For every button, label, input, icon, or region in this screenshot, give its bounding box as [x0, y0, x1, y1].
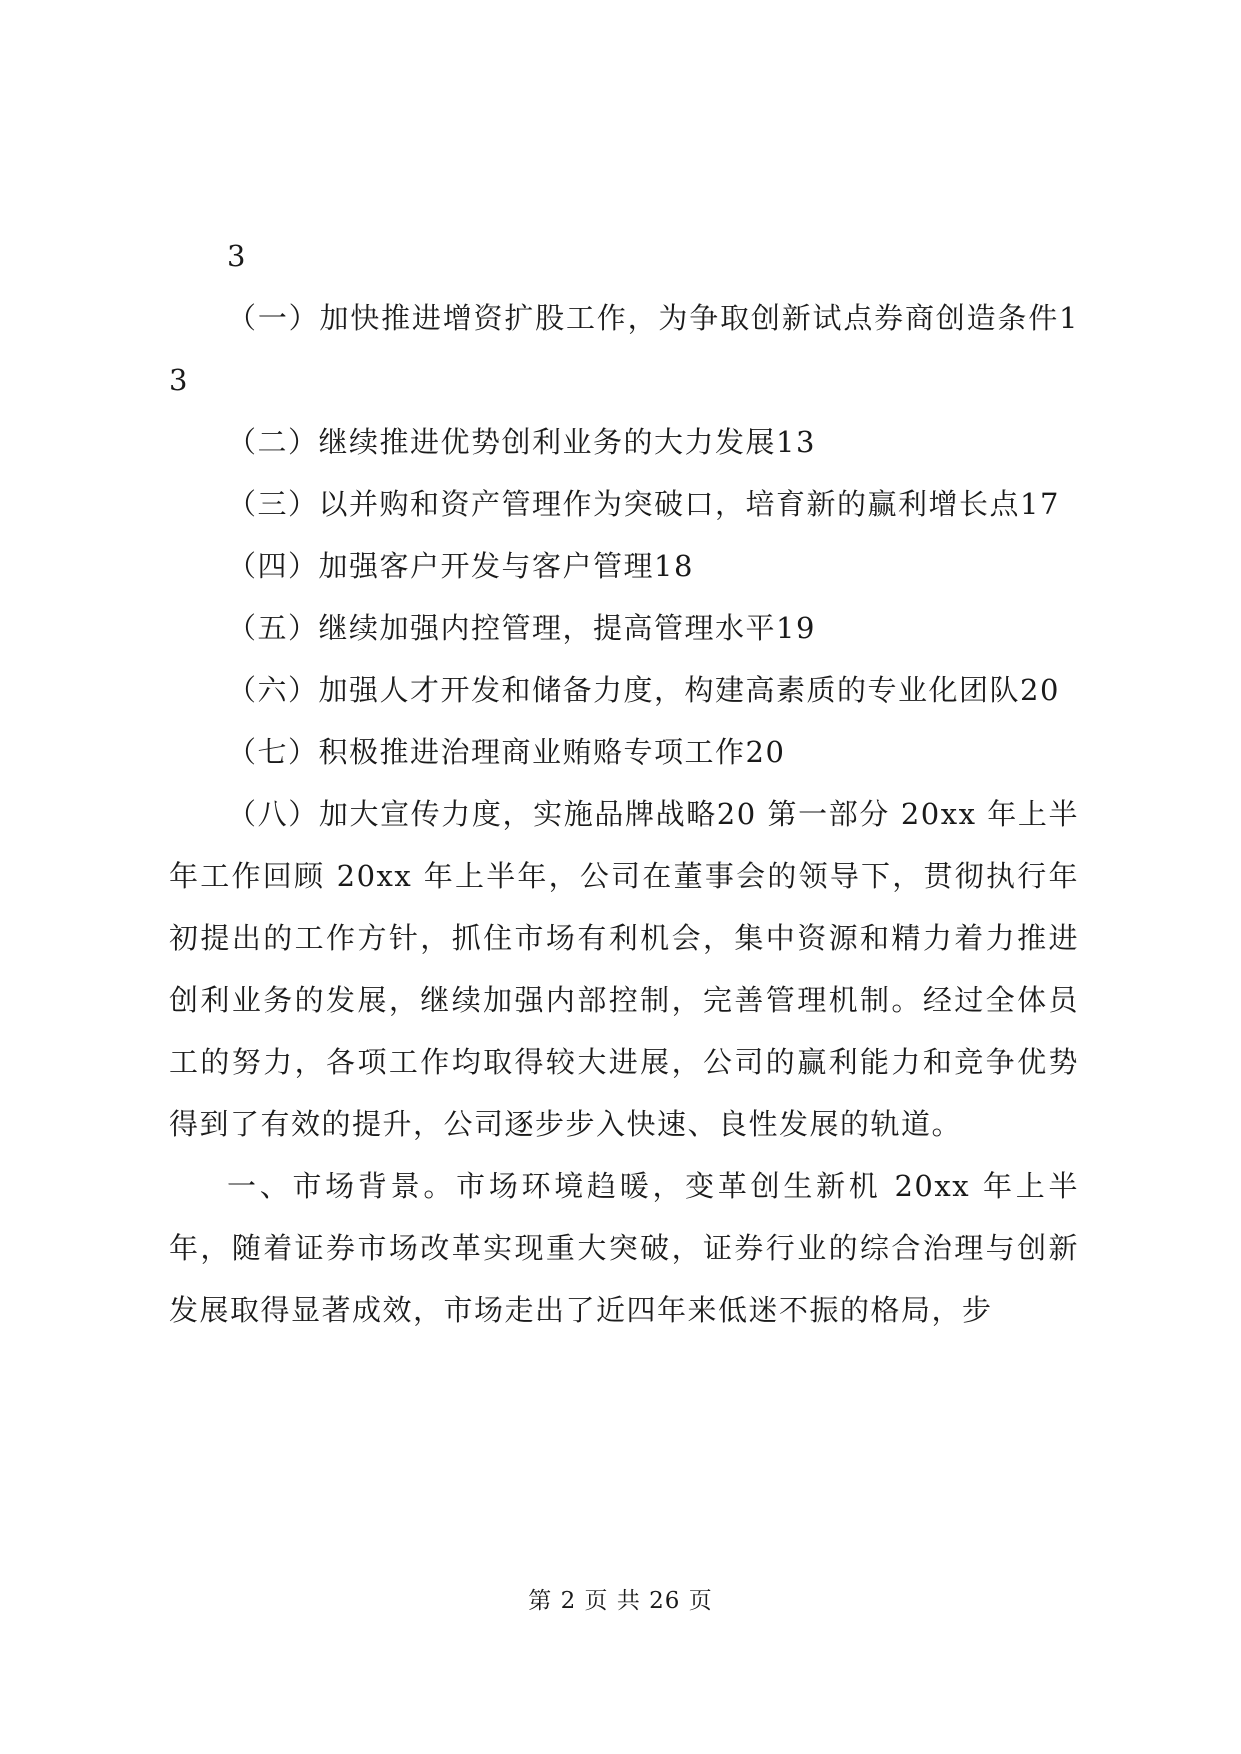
toc-entry: （一）加快推进增资扩股工作，为争取创新试点券商创造条件13 — [169, 301, 1079, 397]
toc-entry: （二）继续推进优势创利业务的大力发展13 — [227, 425, 816, 459]
body-paragraph: （八）加大宣传力度，实施品牌战略20 第一部分 20xx 年上半年工作回顾 20xx 年上半年，公司在董事会的领导下，贯彻执行年初提出的工作方针，抓住市场有利机会，集中资源和精力着力推进创利业务的发展，继续加强内部控制，完善管理机制。经过全体员工的努力，各项工作均取得较大进展，公司的赢利能力和竞争优势得到了有效的提升，公司逐步步入快速、良性发展的轨道。 — [169, 797, 1079, 1141]
body-paragraph: 3 — [227, 239, 247, 273]
toc-entry: （三）以并购和资产管理作为突破口，培育新的赢利增长点17 — [227, 487, 1060, 521]
body-paragraph: 一、市场背景。市场环境趋暖，变革创生新机 20xx 年上半年，随着证券市场改革实现重大突破，证券行业的综合治理与创新发展取得显著成效，市场走出了近四年来低迷不振的格局，步 — [169, 1169, 1079, 1327]
toc-entry: （五）继续加强内控管理，提高管理水平19 — [227, 611, 816, 645]
document-body — [169, 225, 1079, 1341]
page-footer: 第 2 页 共 26 页 — [528, 1588, 713, 1614]
toc-entry: （七）积极推进治理商业贿赂专项工作20 — [227, 735, 786, 769]
toc-entry: （四）加强客户开发与客户管理18 — [227, 549, 694, 583]
toc-entry: （六）加强人才开发和储备力度，构建高素质的专业化团队20 — [227, 673, 1060, 707]
